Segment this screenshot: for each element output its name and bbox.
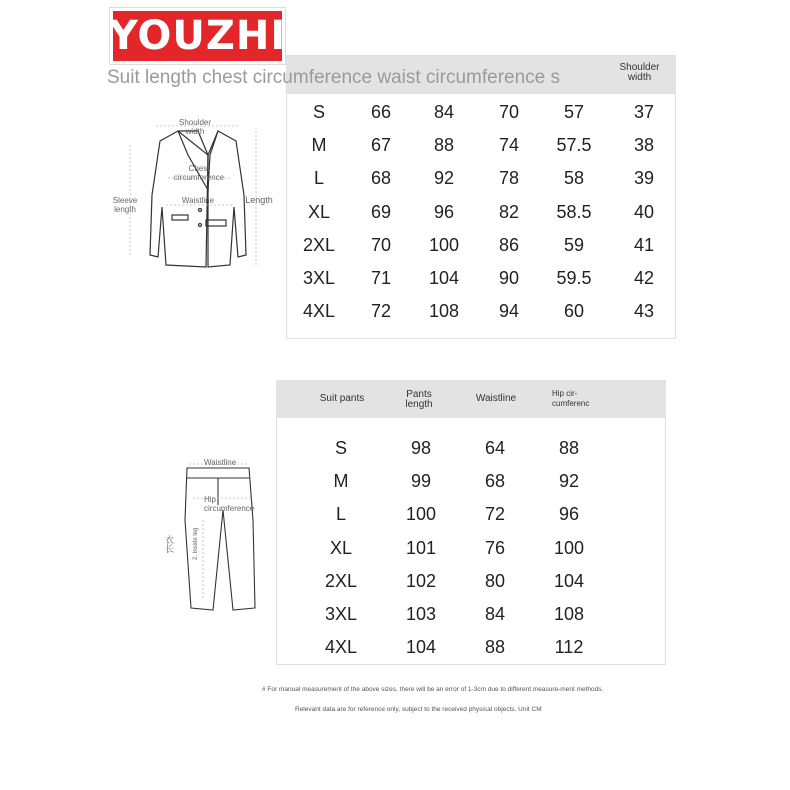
pants-cell: 112 (554, 637, 584, 658)
pants-header-length: Pants length (405, 389, 433, 410)
brand-logo (110, 8, 285, 64)
pants-waistline-label: Waistline (204, 458, 237, 467)
jacket-cell: 70 (498, 102, 520, 122)
pants-cell: 100 (553, 537, 585, 558)
jacket-cell: 40 (633, 201, 655, 222)
jacket-cell: 92 (433, 168, 455, 189)
length-label: Length (245, 195, 273, 205)
jacket-cell: 39 (633, 168, 655, 189)
jacket-cell: 3XL (302, 268, 336, 288)
jacket-cell: 72 (370, 301, 392, 322)
jacket-cell: M (311, 135, 327, 156)
pants-cell: 104 (405, 637, 437, 658)
jacket-cell: 60 (563, 301, 585, 322)
reference-note: Relevant data are for reference only, subject to the received physical objects. Unit CM (295, 706, 542, 713)
pants-header-waist: Waistline (475, 393, 517, 404)
jacket-cell: 108 (428, 301, 460, 322)
jacket-cell: S (312, 102, 325, 122)
jacket-cell: 4XL (302, 301, 336, 322)
jacket-cell: 67 (370, 135, 392, 156)
jacket-cell: XL (307, 201, 331, 222)
jacket-cell: 58 (563, 168, 585, 189)
jacket-table-title: Suit length chest circumference waist circumference s (107, 67, 561, 88)
shoulder-width-label: Shoulder width (178, 118, 212, 136)
jacket-cell: 69 (370, 201, 392, 222)
pants-side-label: 衣长 (165, 535, 175, 554)
chest-label: Chest circumference (173, 164, 225, 182)
pants-cell: 84 (484, 604, 506, 624)
pants-cell: 68 (484, 471, 506, 492)
jacket-cell: 59 (563, 234, 585, 255)
jacket-cell: 41 (633, 234, 655, 255)
jacket-size-table (286, 55, 676, 339)
pants-cell: L (335, 504, 346, 525)
pants-cell: 80 (484, 570, 506, 591)
pants-cell: 3XL (324, 604, 358, 624)
sleeve-length-label: Sleeve length (112, 196, 138, 214)
measurement-note: # For manual measurement of the above sizes, there will be an error of 1-3cm due to different measure-ment methods. (262, 686, 604, 693)
jacket-cell: 94 (498, 301, 520, 322)
jacket-cell: 42 (633, 268, 655, 288)
pants-cell: 4XL (324, 637, 358, 658)
pants-cell: 64 (484, 438, 506, 458)
jacket-cell: 96 (433, 201, 455, 222)
jacket-cell: 78 (498, 168, 520, 189)
jacket-cell: 58.5 (556, 201, 592, 222)
pants-diagram (175, 460, 265, 620)
jacket-cell: 71 (370, 268, 392, 288)
jacket-cell: 82 (498, 201, 520, 222)
pants-cell: 102 (405, 570, 437, 591)
pants-cell: 2XL (324, 570, 358, 591)
pants-cell: 92 (558, 471, 580, 492)
pants-cell: 108 (553, 604, 585, 624)
pants-header-hip: Hip cir-cumferenc (552, 389, 590, 408)
jacket-cell: 104 (428, 268, 460, 288)
pants-cell: 101 (405, 537, 437, 558)
jacket-cell: 37 (633, 102, 655, 122)
jacket-cell: 57.5 (556, 135, 592, 156)
pants-cell: S (334, 438, 347, 458)
pants-cell: 100 (405, 504, 437, 525)
pants-cell: 103 (405, 604, 437, 624)
brand-logo-text: YOUZHI (108, 13, 287, 59)
jacket-cell: 90 (498, 268, 520, 288)
pants-cell: 98 (410, 438, 432, 458)
pants-cell: 104 (553, 570, 585, 591)
pants-cell: XL (329, 537, 353, 558)
pants-cell: 72 (484, 504, 506, 525)
jacket-cell: 84 (433, 102, 455, 122)
jacket-cell: 68 (370, 168, 392, 189)
jacket-cell: 100 (428, 234, 460, 255)
pants-hip-label: Hip circumference (204, 495, 255, 513)
pants-cell: 76 (484, 537, 506, 558)
pants-inseam-label: 2. Inside leg (193, 527, 199, 560)
jacket-cell: L (313, 168, 324, 189)
pants-cell: 88 (484, 637, 506, 658)
pants-cell: 88 (558, 438, 580, 458)
pants-cell: 99 (410, 471, 432, 492)
jacket-cell: 43 (633, 301, 655, 322)
jacket-cell: 66 (370, 102, 392, 122)
pants-size-table (276, 380, 666, 665)
jacket-cell: 2XL (302, 234, 336, 255)
waistline-label: Waistline (181, 196, 215, 205)
jacket-cell: 86 (498, 234, 520, 255)
shoulder-width-header: Shoulder width (619, 62, 660, 83)
jacket-cell: 74 (498, 135, 520, 156)
jacket-cell: 38 (633, 135, 655, 156)
jacket-cell: 88 (433, 135, 455, 156)
jacket-cell: 70 (370, 234, 392, 255)
jacket-cell: 57 (563, 102, 585, 122)
pants-cell: 96 (558, 504, 580, 525)
pants-cell: M (333, 471, 349, 492)
jacket-cell: 59.5 (556, 268, 592, 288)
pants-header-size: Suit pants (319, 393, 365, 404)
